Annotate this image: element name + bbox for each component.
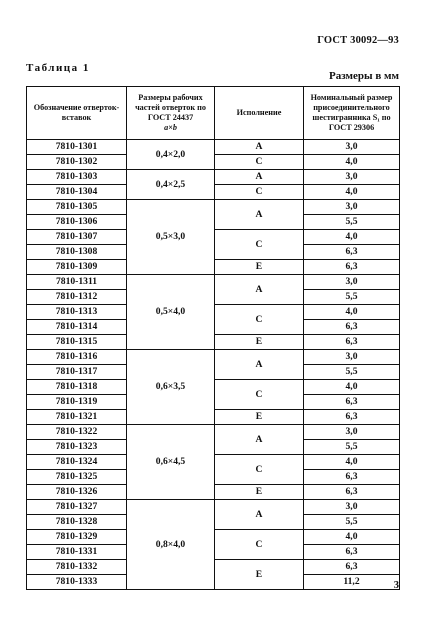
cell-nominal-size: 4,0 [304, 455, 400, 470]
cell-nominal-size: 5,5 [304, 365, 400, 380]
header-designation: Обозначение отверток-вставок [27, 87, 127, 140]
cell-nominal-size: 3,0 [304, 275, 400, 290]
table-row [27, 140, 400, 155]
cell-nominal-size: 4,0 [304, 230, 400, 245]
cell-nominal-size: 6,3 [304, 470, 400, 485]
cell-nominal-size: 5,5 [304, 440, 400, 455]
cell-designation: 7810-1321 [27, 410, 127, 425]
cell-designation: 7810-1324 [27, 455, 127, 470]
cell-designation: 7810-1311 [27, 275, 127, 290]
cell-version: A [215, 170, 304, 185]
cell-version: C [215, 530, 304, 560]
cell-version: E [215, 560, 304, 590]
cell-nominal-size: 6,3 [304, 545, 400, 560]
cell-version: A [215, 425, 304, 455]
cell-nominal-size: 6,3 [304, 485, 400, 500]
cell-nominal-size: 3,0 [304, 200, 400, 215]
cell-nominal-size: 6,3 [304, 410, 400, 425]
cell-working-part-size: 0,8×4,0 [127, 500, 215, 590]
cell-nominal-size: 6,3 [304, 245, 400, 260]
cell-working-part-size: 0,4×2,5 [127, 170, 215, 200]
header-size-sub: a×b [164, 122, 177, 132]
cell-nominal-size: 4,0 [304, 155, 400, 170]
cell-designation: 7810-1307 [27, 230, 127, 245]
cell-nominal-size: 3,0 [304, 500, 400, 515]
cell-designation: 7810-1313 [27, 305, 127, 320]
cell-nominal-size: 4,0 [304, 380, 400, 395]
page-number: 3 [393, 580, 399, 591]
cell-version: C [215, 230, 304, 260]
cell-version: C [215, 305, 304, 335]
header-size-label: Размеры рабочих частей отверток по ГОСТ 24437 [135, 93, 206, 122]
cell-designation: 7810-1327 [27, 500, 127, 515]
cell-nominal-size: 4,0 [304, 530, 400, 545]
cell-working-part-size: 0,5×3,0 [127, 200, 215, 275]
table-row [27, 350, 400, 365]
cell-nominal-size: 3,0 [304, 140, 400, 155]
table-row [27, 275, 400, 290]
cell-designation: 7810-1308 [27, 245, 127, 260]
table-row [27, 200, 400, 215]
cell-nominal-size: 4,0 [304, 185, 400, 200]
cell-designation: 7810-1306 [27, 215, 127, 230]
document-code: ГОСТ 30092—93 [317, 35, 399, 46]
cell-designation: 7810-1333 [27, 575, 127, 590]
table-header-row [27, 87, 400, 140]
cell-designation: 7810-1315 [27, 335, 127, 350]
cell-designation: 7810-1325 [27, 470, 127, 485]
cell-designation: 7810-1302 [27, 155, 127, 170]
cell-version: C [215, 455, 304, 485]
cell-nominal-size: 6,3 [304, 260, 400, 275]
table-body [27, 140, 400, 590]
cell-designation: 7810-1319 [27, 395, 127, 410]
cell-designation: 7810-1331 [27, 545, 127, 560]
cell-designation: 7810-1305 [27, 200, 127, 215]
cell-nominal-size: 4,0 [304, 305, 400, 320]
cell-working-part-size: 0,5×4,0 [127, 275, 215, 350]
cell-version: E [215, 335, 304, 350]
cell-version: E [215, 260, 304, 275]
cell-working-part-size: 0,6×4,5 [127, 425, 215, 500]
cell-designation: 7810-1301 [27, 140, 127, 155]
header-working-part-size [127, 87, 215, 140]
cell-version: E [215, 485, 304, 500]
table-row [27, 500, 400, 515]
cell-nominal-size: 5,5 [304, 290, 400, 305]
cell-version: C [215, 185, 304, 200]
cell-designation: 7810-1309 [27, 260, 127, 275]
cell-designation: 7810-1312 [27, 290, 127, 305]
cell-version: A [215, 275, 304, 305]
cell-designation: 7810-1329 [27, 530, 127, 545]
cell-nominal-size: 6,3 [304, 335, 400, 350]
header-version: Исполнение [215, 87, 304, 140]
cell-version: A [215, 200, 304, 230]
screwdriver-bits-table [26, 86, 400, 590]
cell-designation: 7810-1304 [27, 185, 127, 200]
cell-designation: 7810-1303 [27, 170, 127, 185]
cell-designation: 7810-1318 [27, 380, 127, 395]
cell-working-part-size: 0,4×2,0 [127, 140, 215, 170]
cell-version: C [215, 380, 304, 410]
cell-designation: 7810-1314 [27, 320, 127, 335]
table-title: Таблица 1 [26, 62, 90, 74]
cell-version: C [215, 155, 304, 170]
cell-nominal-size: 3,0 [304, 170, 400, 185]
cell-designation: 7810-1328 [27, 515, 127, 530]
cell-nominal-size: 5,5 [304, 515, 400, 530]
cell-designation: 7810-1326 [27, 485, 127, 500]
cell-designation: 7810-1322 [27, 425, 127, 440]
header-nominal-size: Номинальный размер присоединительного шестигранника S₁ по ГОСТ 29306 [304, 87, 400, 140]
cell-version: A [215, 350, 304, 380]
cell-nominal-size: 6,3 [304, 560, 400, 575]
cell-nominal-size: 3,0 [304, 425, 400, 440]
cell-working-part-size: 0,6×3,5 [127, 350, 215, 425]
cell-designation: 7810-1317 [27, 365, 127, 380]
cell-version: E [215, 410, 304, 425]
cell-nominal-size: 6,3 [304, 320, 400, 335]
cell-designation: 7810-1316 [27, 350, 127, 365]
cell-designation: 7810-1323 [27, 440, 127, 455]
cell-version: A [215, 500, 304, 530]
cell-nominal-size: 3,0 [304, 350, 400, 365]
cell-designation: 7810-1332 [27, 560, 127, 575]
cell-version: A [215, 140, 304, 155]
cell-nominal-size: 11,2 [304, 575, 400, 590]
table-row [27, 425, 400, 440]
units-label: Размеры в мм [329, 70, 399, 82]
cell-nominal-size: 6,3 [304, 395, 400, 410]
table-row [27, 170, 400, 185]
cell-nominal-size: 5,5 [304, 215, 400, 230]
